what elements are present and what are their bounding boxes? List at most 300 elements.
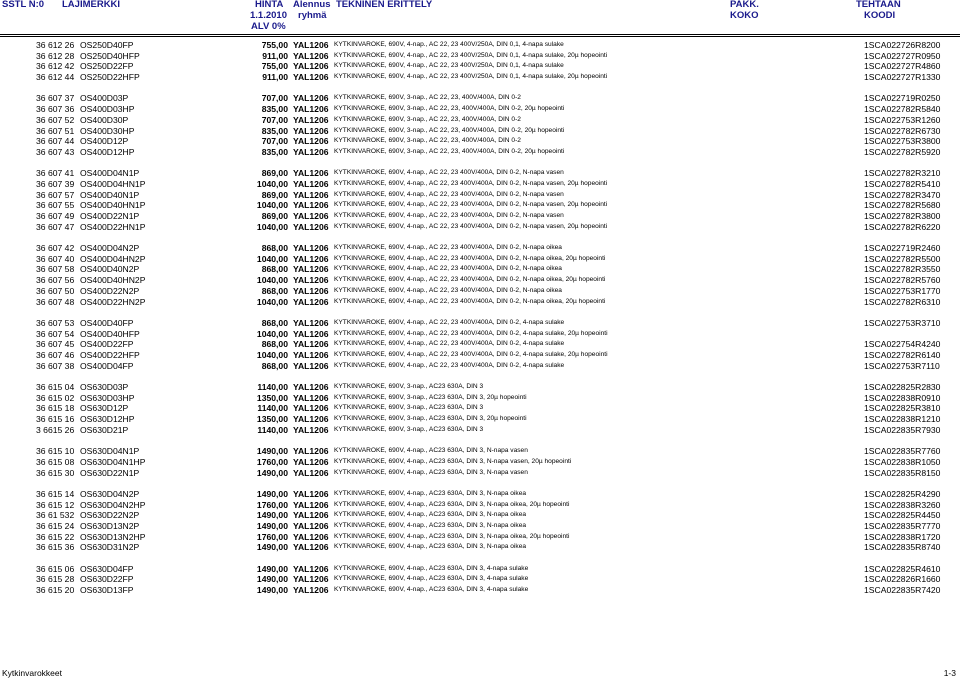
discount-group: YAL1206	[293, 136, 329, 147]
price: 1040,00	[256, 221, 288, 232]
sstl-number: 36 615 08	[36, 456, 75, 467]
discount-group: YAL1206	[293, 328, 329, 339]
description: KYTKINVAROKE, 690V, 3-nap., AC23 630A, DIN 3	[334, 404, 484, 412]
price: 755,00	[261, 40, 288, 50]
type-code: OS400D40N1P	[80, 189, 140, 200]
factory-code: 1SCA022719R0250	[864, 93, 941, 104]
page-footer	[0, 666, 960, 680]
price: 1040,00	[256, 328, 288, 339]
table-row	[0, 510, 960, 521]
factory-code: 1SCA022753R1770	[864, 285, 941, 296]
table-row	[0, 147, 960, 158]
sstl-number: 36 615 04	[36, 382, 75, 392]
factory-code: 1SCA022782R5760	[864, 275, 941, 286]
discount-group: YAL1206	[293, 61, 329, 72]
factory-code: 1SCA022782R5840	[864, 104, 941, 115]
price: 1490,00	[256, 510, 288, 521]
header-pakk: PAKK.	[730, 0, 759, 10]
description: KYTKINVAROKE, 690V, 3-nap., AC23 630A, DIN 3	[334, 383, 484, 390]
header-sstl: SSTL N:0	[2, 0, 45, 10]
type-code: OS630D04N1P	[80, 446, 140, 457]
sstl-number: 36 612 44	[36, 72, 75, 83]
type-code: OS630D13FP	[80, 585, 134, 596]
type-code: OS630D03HP	[80, 392, 135, 403]
type-code: OS630D03P	[80, 382, 129, 392]
factory-code: 1SCA022726R8200	[864, 40, 941, 50]
price: 869,00	[261, 168, 288, 179]
table-row	[0, 115, 960, 126]
sstl-number: 36 615 16	[36, 414, 75, 425]
type-code: OS400D22FP	[80, 339, 134, 350]
description: KYTKINVAROKE, 690V, 4-nap., AC 22, 23 400V/400A, DIN 0-2, N-napa vasen	[334, 190, 564, 198]
table-row	[0, 425, 960, 436]
table-row	[0, 403, 960, 414]
table-row	[0, 393, 960, 404]
header-rule	[0, 34, 960, 35]
discount-group: YAL1206	[293, 392, 329, 403]
sstl-number: 36 607 37	[36, 93, 75, 104]
discount-group: YAL1206	[293, 114, 329, 125]
table-row	[0, 40, 960, 51]
type-code: OS400D22N2P	[80, 285, 140, 296]
sstl-number: 36 612 26	[36, 40, 75, 50]
factory-code: 1SCA022782R6730	[864, 125, 941, 136]
sstl-number: 36 607 56	[36, 275, 75, 286]
sstl-number: 36 615 18	[36, 403, 75, 414]
sstl-number: 36 607 58	[36, 264, 75, 275]
row-spacer	[0, 232, 960, 243]
sstl-number: 36 615 20	[36, 585, 75, 596]
table-row	[0, 126, 960, 137]
description: KYTKINVAROKE, 690V, 4-nap., AC 22, 23 400V/250A, DIN 0,1, 4-napa sulake, 20µ hopeointi	[334, 51, 608, 59]
price: 707,00	[261, 114, 288, 125]
header-date: 1.1.2010	[250, 10, 287, 21]
price: 1490,00	[256, 585, 288, 596]
price: 1760,00	[256, 499, 288, 510]
factory-code: 1SCA022825R4610	[864, 563, 941, 574]
type-code: OS400D04FP	[80, 360, 134, 371]
table-row	[0, 136, 960, 147]
type-code: OS400D22HN1P	[80, 221, 146, 232]
factory-code: 1SCA022754R4240	[864, 339, 941, 350]
table-row	[0, 564, 960, 575]
type-code: OS630D22N1P	[80, 467, 140, 478]
description: KYTKINVAROKE, 690V, 4-nap., AC 22, 23 400V/400A, DIN 0-2, N-napa vasen, 20µ hopeointi	[334, 179, 608, 187]
type-code: OS630D04N2HP	[80, 499, 146, 510]
header-koodi: KOODI	[864, 10, 896, 21]
header-tehtaan: TEHTAAN	[856, 0, 901, 10]
factory-code: 1SCA022835R7420	[864, 585, 941, 596]
header-lajimerkki: LAJIMERKKI	[62, 0, 121, 10]
sstl-number: 36 615 14	[36, 488, 75, 499]
type-code: OS630D04N2P	[80, 488, 140, 499]
discount-group: YAL1206	[293, 253, 329, 264]
factory-code: 1SCA022719R2460	[864, 243, 941, 254]
type-code: OS400D12HP	[80, 146, 135, 157]
sstl-number: 36 615 36	[36, 542, 75, 553]
factory-code: 1SCA022835R7930	[864, 424, 941, 435]
sstl-number: 36 607 57	[36, 189, 75, 200]
price: 868,00	[261, 285, 288, 296]
discount-group: YAL1206	[293, 93, 329, 104]
discount-group: YAL1206	[293, 317, 329, 328]
description: KYTKINVAROKE, 690V, 4-nap., AC 22, 23 400V/400A, DIN 0-2, N-napa oikea, 20µ hopeointi	[334, 276, 606, 284]
discount-group: YAL1206	[293, 264, 329, 275]
discount-group: YAL1206	[293, 189, 329, 200]
type-code: OS630D31N2P	[80, 542, 140, 553]
price: 1490,00	[256, 446, 288, 457]
footer-page-number: 1-3	[943, 668, 956, 678]
sstl-number: 36 607 47	[36, 221, 75, 232]
table-row	[0, 200, 960, 211]
sstl-number: 36 607 42	[36, 243, 75, 254]
price: 1350,00	[256, 414, 288, 425]
price: 1490,00	[256, 574, 288, 585]
type-code: OS400D04N2P	[80, 243, 140, 254]
description: KYTKINVAROKE, 690V, 4-nap., AC23 630A, DIN 3, N-napa vasen, 20µ hopeointi	[334, 457, 572, 465]
sstl-number: 36 607 53	[36, 317, 75, 328]
discount-group: YAL1206	[293, 403, 329, 414]
sstl-number: 36 607 41	[36, 168, 75, 179]
table-row	[0, 222, 960, 233]
table-row	[0, 179, 960, 190]
factory-code: 1SCA022782R3550	[864, 264, 941, 275]
discount-group: YAL1206	[293, 125, 329, 136]
table-row	[0, 339, 960, 350]
price: 868,00	[261, 360, 288, 371]
sstl-number: 36 61 532	[36, 510, 75, 521]
factory-code: 1SCA022838R3260	[864, 499, 941, 510]
sstl-number: 36 607 54	[36, 328, 75, 339]
type-code: OS630D22N2P	[80, 510, 140, 521]
description: KYTKINVAROKE, 690V, 3-nap., AC 22, 23, 400V/400A, DIN 0-2	[334, 115, 521, 123]
price: 1040,00	[256, 178, 288, 189]
price: 835,00	[261, 146, 288, 157]
price: 868,00	[261, 243, 288, 254]
table-row	[0, 61, 960, 72]
discount-group: YAL1206	[293, 146, 329, 157]
discount-group: YAL1206	[293, 168, 329, 179]
price: 1040,00	[256, 296, 288, 307]
type-code: OS400D40HN1P	[80, 200, 146, 211]
description: KYTKINVAROKE, 690V, 4-nap., AC23 630A, DIN 3, 4-napa sulake	[334, 586, 529, 594]
sstl-number: 36 615 22	[36, 531, 75, 542]
table-row	[0, 585, 960, 596]
discount-group: YAL1206	[293, 296, 329, 307]
factory-code: 1SCA022782R5500	[864, 253, 941, 264]
description: KYTKINVAROKE, 690V, 4-nap., AC 22, 23 400V/400A, DIN 0-2, N-napa vasen, 20µ hopeointi	[334, 222, 608, 230]
table-row	[0, 521, 960, 532]
type-code: OS630D12HP	[80, 414, 135, 425]
header-alennus: Alennus	[293, 0, 331, 10]
table-row	[0, 168, 960, 179]
price: 868,00	[261, 339, 288, 350]
header-tekninen-erittely: TEKNINEN ERITTELY	[336, 0, 433, 10]
factory-code: 1SCA022835R7770	[864, 520, 941, 531]
discount-group: YAL1206	[293, 349, 329, 360]
discount-group: YAL1206	[293, 382, 329, 392]
discount-group: YAL1206	[293, 424, 329, 435]
type-code: OS400D04HN1P	[80, 178, 146, 189]
type-code: OS400D04HN2P	[80, 253, 146, 264]
factory-code: 1SCA022727R1330	[864, 72, 941, 83]
footer-section-title: Kytkinvarokkeet	[2, 668, 62, 678]
type-code: OS250D22HFP	[80, 72, 140, 83]
type-code: OS400D40FP	[80, 317, 134, 328]
price: 1040,00	[256, 349, 288, 360]
description: KYTKINVAROKE, 690V, 3-nap., AC 22, 23, 400V/400A, DIN 0-2, 20µ hopeointi	[334, 126, 565, 134]
price: 1140,00	[257, 424, 288, 435]
sstl-number: 36 607 43	[36, 146, 75, 157]
description: KYTKINVAROKE, 690V, 3-nap., AC23 630A, DIN 3	[334, 425, 484, 433]
sstl-number: 36 615 02	[36, 392, 75, 403]
factory-code: 1SCA022753R3800	[864, 136, 941, 147]
row-spacer	[0, 553, 960, 564]
description: KYTKINVAROKE, 690V, 3-nap., AC 22, 23, 400V/400A, DIN 0-2	[334, 94, 521, 102]
factory-code: 1SCA022825R4290	[864, 488, 941, 499]
description: KYTKINVAROKE, 690V, 3-nap., AC23 630A, DIN 3, 20µ hopeointi	[334, 393, 527, 401]
factory-code: 1SCA022835R8740	[864, 542, 941, 553]
price: 1040,00	[256, 275, 288, 286]
description: KYTKINVAROKE, 690V, 4-nap., AC 22, 23 400V/400A, DIN 0-2, N-napa oikea	[334, 286, 562, 294]
description: KYTKINVAROKE, 690V, 4-nap., AC 22, 23 400V/400A, DIN 0-2, N-napa vasen	[334, 169, 564, 177]
factory-code: 1SCA022727R4860	[864, 61, 941, 72]
description: KYTKINVAROKE, 690V, 4-nap., AC23 630A, DIN 3, N-napa oikea, 20µ hopeointi	[334, 532, 570, 540]
price: 1140,00	[257, 403, 288, 414]
type-code: OS400D40HN2P	[80, 275, 146, 286]
type-code: OS630D12P	[80, 403, 129, 414]
type-code: OS400D30HP	[80, 125, 135, 136]
type-code: OS400D04N1P	[80, 168, 140, 179]
price: 707,00	[261, 136, 288, 147]
price: 1040,00	[256, 200, 288, 211]
discount-group: YAL1206	[293, 200, 329, 211]
description: KYTKINVAROKE, 690V, 4-nap., AC 22, 23 400V/400A, DIN 0-2, 4-napa sulake	[334, 340, 565, 348]
discount-group: YAL1206	[293, 456, 329, 467]
description: KYTKINVAROKE, 690V, 4-nap., AC 22, 23 400V/400A, DIN 0-2, 4-napa sulake	[334, 361, 565, 369]
table-row	[0, 297, 960, 308]
sstl-number: 36 615 24	[36, 520, 75, 531]
row-spacer	[0, 307, 960, 318]
type-code: OS400D12P	[80, 136, 129, 147]
discount-group: YAL1206	[293, 360, 329, 371]
discount-group: YAL1206	[293, 243, 329, 254]
table-row	[0, 361, 960, 372]
price: 1140,00	[257, 382, 288, 392]
type-code: OS400D22HFP	[80, 349, 140, 360]
price: 1490,00	[256, 542, 288, 553]
description: KYTKINVAROKE, 690V, 4-nap., AC23 630A, DIN 3, 4-napa sulake	[334, 564, 529, 572]
factory-code: 1SCA022782R6140	[864, 349, 941, 360]
sstl-number: 36 607 38	[36, 360, 75, 371]
discount-group: YAL1206	[293, 285, 329, 296]
factory-code: 1SCA022782R3210	[864, 168, 941, 179]
price: 868,00	[261, 317, 288, 328]
discount-group: YAL1206	[293, 104, 329, 115]
table-row	[0, 329, 960, 340]
table-row	[0, 500, 960, 511]
sstl-number: 36 615 06	[36, 563, 75, 574]
sstl-number: 36 615 10	[36, 446, 75, 457]
sstl-number: 36 607 52	[36, 114, 75, 125]
factory-code: 1SCA022782R5920	[864, 146, 941, 157]
factory-code: 1SCA022782R3470	[864, 189, 941, 200]
type-code: OS630D21P	[80, 424, 129, 435]
sstl-number: 36 615 30	[36, 467, 75, 478]
description: KYTKINVAROKE, 690V, 4-nap., AC 22, 23 400V/400A, DIN 0-2, N-napa oikea	[334, 244, 562, 252]
description: KYTKINVAROKE, 690V, 3-nap., AC23 630A, DIN 3, 20µ hopeointi	[334, 415, 527, 423]
factory-code: 1SCA022825R3810	[864, 403, 941, 414]
price: 869,00	[261, 211, 288, 221]
table-row	[0, 211, 960, 222]
type-code: OS250D40HFP	[80, 50, 140, 61]
type-code: OS400D03HP	[80, 104, 135, 115]
header-alv: ALV 0%	[251, 21, 286, 32]
description: KYTKINVAROKE, 690V, 4-nap., AC 22, 23 400V/250A, DIN 0,1, 4-napa sulake	[334, 62, 564, 70]
sstl-number: 36 612 42	[36, 61, 75, 72]
factory-code: 1SCA022782R5680	[864, 200, 941, 211]
description: KYTKINVAROKE, 690V, 4-nap., AC 22, 23 400V/400A, DIN 0-2, N-napa vasen, 20µ hopeointi	[334, 201, 608, 209]
discount-group: YAL1206	[293, 467, 329, 478]
header-hinta: HINTA	[255, 0, 284, 10]
sstl-number: 36 607 36	[36, 104, 75, 115]
description: KYTKINVAROKE, 690V, 4-nap., AC 22, 23 400V/400A, DIN 0-2, N-napa oikea	[334, 265, 562, 273]
sstl-number: 36 607 51	[36, 125, 75, 136]
sstl-number: 36 607 48	[36, 296, 75, 307]
table-row	[0, 542, 960, 553]
table-row	[0, 532, 960, 543]
table-row	[0, 286, 960, 297]
price-table	[0, 40, 960, 596]
type-code: OS400D30P	[80, 114, 129, 125]
price: 911,00	[262, 50, 288, 61]
discount-group: YAL1206	[293, 221, 329, 232]
sstl-number: 36 607 46	[36, 349, 75, 360]
factory-code: 1SCA022782R6310	[864, 296, 941, 307]
type-code: OS630D13N2P	[80, 520, 140, 531]
description: KYTKINVAROKE, 690V, 4-nap., AC23 630A, DIN 3, N-napa vasen	[334, 447, 528, 455]
table-row	[0, 275, 960, 286]
discount-group: YAL1206	[293, 531, 329, 542]
price: 835,00	[261, 104, 288, 115]
sstl-number: 36 607 45	[36, 339, 75, 350]
price: 1490,00	[256, 488, 288, 499]
row-spacer	[0, 371, 960, 382]
table-row	[0, 414, 960, 425]
sstl-number: 36 607 44	[36, 136, 75, 147]
price: 1760,00	[256, 531, 288, 542]
row-spacer	[0, 478, 960, 489]
factory-code: 1SCA022826R1660	[864, 574, 941, 585]
description: KYTKINVAROKE, 690V, 4-nap., AC23 630A, DIN 3, 4-napa sulake	[334, 575, 529, 583]
factory-code: 1SCA022782R6220	[864, 221, 941, 232]
description: KYTKINVAROKE, 690V, 4-nap., AC 22, 23 400V/400A, DIN 0-2, N-napa vasen	[334, 212, 564, 219]
table-row	[0, 254, 960, 265]
discount-group: YAL1206	[293, 178, 329, 189]
description: KYTKINVAROKE, 690V, 4-nap., AC23 630A, DIN 3, N-napa oikea	[334, 521, 527, 529]
price: 707,00	[261, 93, 288, 104]
table-row	[0, 51, 960, 62]
type-code: OS250D40FP	[80, 40, 134, 50]
factory-code: 1SCA022825R4450	[864, 510, 941, 521]
description: KYTKINVAROKE, 690V, 3-nap., AC 22, 23, 400V/400A, DIN 0-2, 20µ hopeointi	[334, 105, 565, 113]
factory-code: 1SCA022838R1050	[864, 456, 941, 467]
description: KYTKINVAROKE, 690V, 4-nap., AC 22, 23 400V/400A, DIN 0-2, 4-napa sulake	[334, 318, 565, 326]
table-row	[0, 457, 960, 468]
table-row	[0, 318, 960, 329]
type-code: OS400D22N1P	[80, 211, 140, 221]
table-row	[0, 243, 960, 254]
table-row	[0, 446, 960, 457]
description: KYTKINVAROKE, 690V, 3-nap., AC 22, 23, 400V/400A, DIN 0-2	[334, 137, 521, 145]
type-code: OS400D22HN2P	[80, 296, 146, 307]
factory-code: 1SCA022835R7760	[864, 446, 941, 457]
discount-group: YAL1206	[293, 40, 329, 50]
price: 868,00	[261, 264, 288, 275]
sstl-number: 36 612 28	[36, 50, 75, 61]
description: KYTKINVAROKE, 690V, 4-nap., AC23 630A, DIN 3, N-napa oikea	[334, 511, 527, 519]
sstl-number: 3 6615 26	[36, 424, 75, 435]
price: 1490,00	[256, 563, 288, 574]
sstl-number: 36 615 12	[36, 499, 75, 510]
sstl-number: 36 607 50	[36, 285, 75, 296]
type-code: OS400D40HFP	[80, 328, 140, 339]
factory-code: 1SCA022835R8150	[864, 467, 941, 478]
header-rule-2	[0, 36, 960, 37]
discount-group: YAL1206	[293, 50, 329, 61]
type-code: OS250D22FP	[80, 61, 134, 72]
type-code: OS630D13N2HP	[80, 531, 146, 542]
price: 755,00	[261, 61, 288, 72]
factory-code: 1SCA022727R0950	[864, 50, 941, 61]
discount-group: YAL1206	[293, 446, 329, 457]
row-spacer	[0, 83, 960, 94]
factory-code: 1SCA022782R5410	[864, 178, 941, 189]
table-row	[0, 489, 960, 500]
type-code: OS400D40N2P	[80, 264, 140, 275]
description: KYTKINVAROKE, 690V, 4-nap., AC23 630A, DIN 3, N-napa vasen	[334, 468, 528, 476]
discount-group: YAL1206	[293, 563, 329, 574]
type-code: OS400D03P	[80, 93, 129, 104]
table-row	[0, 72, 960, 83]
type-code: OS630D04N1HP	[80, 456, 146, 467]
description: KYTKINVAROKE, 690V, 4-nap., AC 22, 23 400V/250A, DIN 0,1, 4-napa sulake	[334, 41, 564, 48]
discount-group: YAL1206	[293, 72, 329, 83]
discount-group: YAL1206	[293, 585, 329, 596]
price: 911,00	[262, 72, 288, 83]
table-row	[0, 468, 960, 479]
discount-group: YAL1206	[293, 339, 329, 350]
table-row	[0, 574, 960, 585]
sstl-number: 36 607 40	[36, 253, 75, 264]
description: KYTKINVAROKE, 690V, 4-nap., AC23 630A, DIN 3, N-napa oikea	[334, 489, 527, 497]
description: KYTKINVAROKE, 690V, 4-nap., AC23 630A, DIN 3, N-napa oikea, 20µ hopeointi	[334, 500, 570, 508]
description: KYTKINVAROKE, 690V, 4-nap., AC 22, 23 400V/400A, DIN 0-2, 4-napa sulake, 20µ hopeointi	[334, 329, 608, 337]
factory-code: 1SCA022753R1260	[864, 114, 941, 125]
price: 1760,00	[256, 456, 288, 467]
header-koko: KOKO	[730, 10, 759, 21]
table-row	[0, 382, 960, 393]
row-spacer	[0, 435, 960, 446]
table-row	[0, 93, 960, 104]
description: KYTKINVAROKE, 690V, 4-nap., AC 22, 23 400V/400A, DIN 0-2, N-napa oikea, 20µ hopeointi	[334, 297, 606, 305]
factory-code: 1SCA022838R0910	[864, 392, 941, 403]
discount-group: YAL1206	[293, 510, 329, 521]
discount-group: YAL1206	[293, 574, 329, 585]
table-row	[0, 190, 960, 201]
factory-code: 1SCA022782R3800	[864, 211, 941, 221]
description: KYTKINVAROKE, 690V, 4-nap., AC 22, 23 400V/250A, DIN 0,1, 4-napa sulake, 20µ hopeointi	[334, 73, 608, 81]
